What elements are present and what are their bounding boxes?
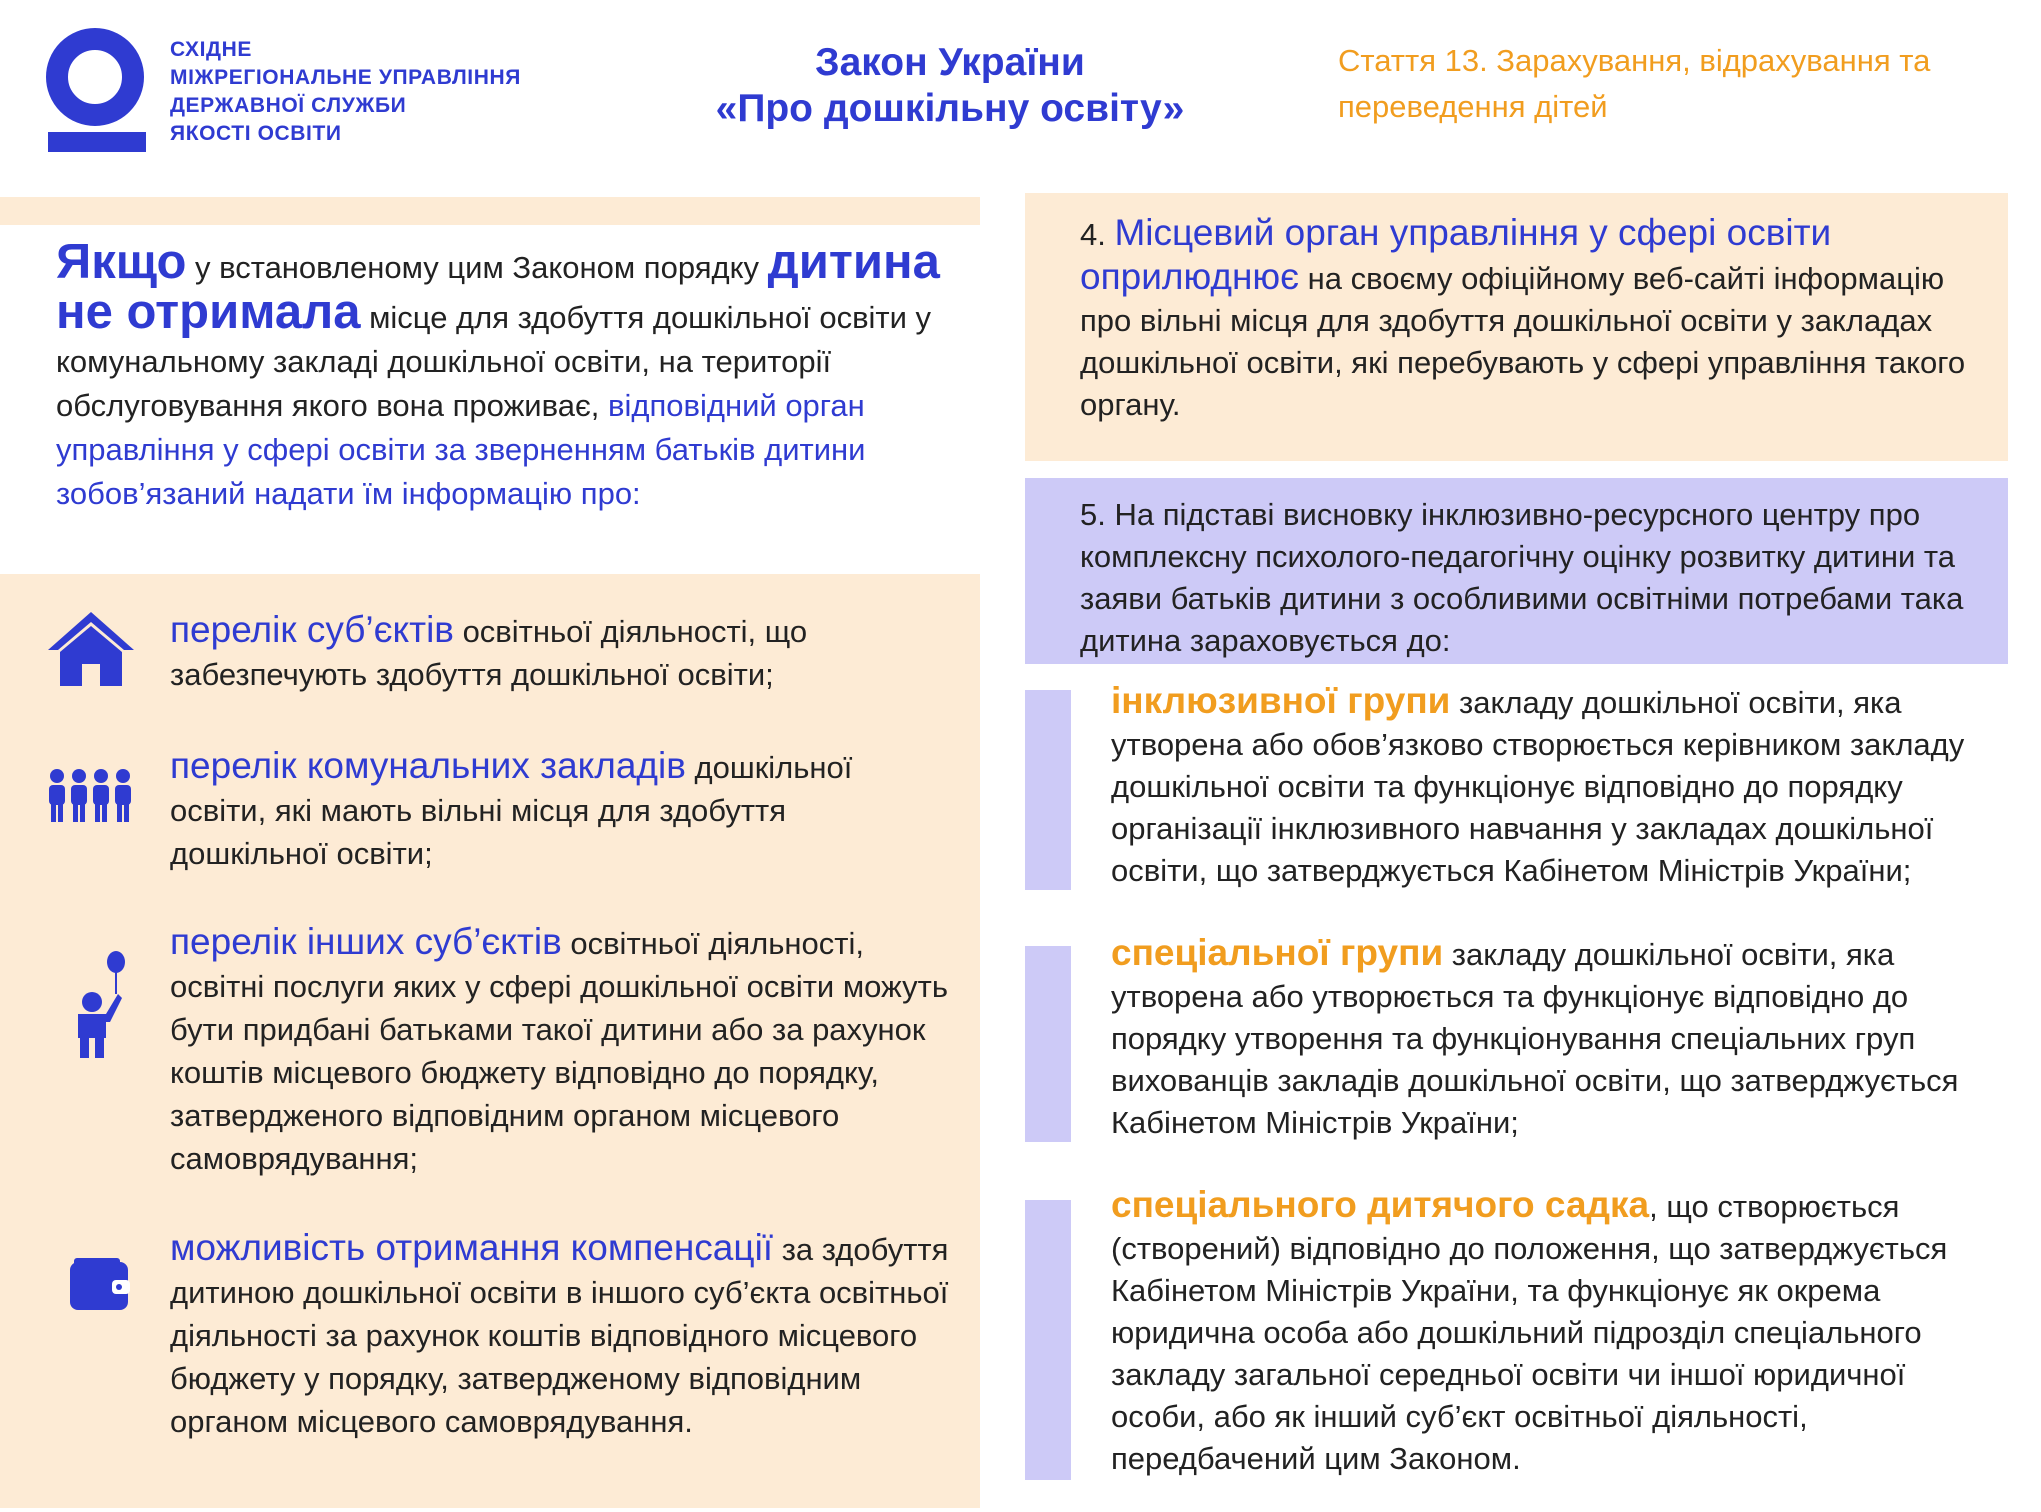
list-item-heading: перелік суб’єктів bbox=[170, 609, 454, 650]
house-icon bbox=[46, 608, 136, 693]
list-item bbox=[170, 1226, 950, 1443]
sub-item-bar bbox=[1025, 946, 1071, 1142]
org-line: ДЕРЖАВНОЇ СЛУЖБИ bbox=[170, 94, 407, 117]
list-item bbox=[170, 744, 950, 875]
sub-item-heading: інклюзивної групи bbox=[1111, 680, 1451, 721]
children-group-icon bbox=[46, 768, 136, 829]
org-line: СХІДНЕ bbox=[170, 38, 252, 61]
list-item-heading: перелік комунальних закладів bbox=[170, 745, 686, 786]
law-title bbox=[650, 40, 1250, 132]
sub-item bbox=[1111, 680, 2001, 892]
list-item-text: дошкільної освіти, які мають вільні місця для здобуття дошкільної освіти; bbox=[170, 750, 853, 871]
intro-text: у встановленому цим Законом порядку bbox=[186, 250, 768, 285]
sub-item bbox=[1111, 1184, 2001, 1480]
list-item bbox=[170, 920, 950, 1180]
sub-item-text: , що створюється (створений) відповідно до положення, що затверджується Кабінетом Міністрів України, та функціонує як окрема юридична особа або дошкільний підрозділ спеціального закладу загальної середньої освіти чи іншої юридичної особи, або як інший суб’єкт освітньої діяльності, передбачений цим Законом. bbox=[1111, 1189, 1948, 1476]
law-title-line-2: «Про дошкільну освіту» bbox=[715, 87, 1185, 130]
organization-name bbox=[170, 36, 590, 148]
sub-item-heading: спеціальної групи bbox=[1111, 932, 1444, 973]
sub-item-heading: спеціального дитячого садка bbox=[1111, 1184, 1650, 1225]
sub-item-text: закладу дошкільної освіти, яка утворена або обов’язково створюється керівником закладу дошкільної освіти та функціонує відповідно до порядку організації інклюзивного навчання у закладах дошкільної освіти, що затверджується Кабінетом Міністрів України; bbox=[1111, 685, 1965, 888]
paragraph-4 bbox=[1080, 212, 1998, 426]
org-line: ЯКОСТІ ОСВІТИ bbox=[170, 122, 342, 145]
intro-text: місце для здобуття дошкільної освіти у комунальному закладі дошкільної освіти, на території обслуговування якого вона проживає, bbox=[56, 300, 932, 423]
wallet-icon bbox=[68, 1256, 132, 1317]
organization-logo bbox=[46, 24, 150, 156]
list-item-text: за здобуття дитиною дошкільної освіти в іншого суб’єкта освітньої діяльності за рахунок коштів відповідного місцевого бюджету у порядку, затвердженому відповідним органом місцевого самоврядування. bbox=[170, 1232, 949, 1439]
paragraph-4-text: на своєму офіційному веб-сайті інформацію про вільні місця для здобуття дошкільної освіти у закладах дошкільної освіти, які перебувають у сфері управління такого органу. bbox=[1080, 261, 1966, 422]
paragraph-number: 4. bbox=[1080, 217, 1115, 252]
paragraph-4-heading: Місцевий орган управління у сфері освіти bbox=[1114, 212, 1832, 253]
list-item bbox=[170, 608, 950, 696]
paragraph-5: 5. На підставі висновку інклюзивно-ресурсного центру про комплексну психолого-педагогічну оцінку розвитку дитини та заяви батьків дитини з особливими освітніми потребами така дитина зараховується до: bbox=[1080, 497, 1964, 658]
top-peach-strip bbox=[0, 197, 980, 225]
sub-item bbox=[1111, 932, 2001, 1144]
list-item-heading: можливість отримання компенсації bbox=[170, 1227, 774, 1268]
paragraph-4-verb: оприлюднює bbox=[1080, 256, 1300, 297]
sub-item-text: закладу дошкільної освіти, яка утворена або утворюється та функціонує відповідно до порядку утворення та функціонування спеціальних груп вихованців закладів дошкільної освіти, що затверджується Кабінетом Міністрів України; bbox=[1111, 937, 1959, 1140]
child-balloon-icon bbox=[70, 950, 130, 1065]
list-item-text: освітньої діяльності, що забезпечують здобуття дошкільної освіти; bbox=[170, 614, 808, 692]
article-title: Стаття 13. Зарахування, відрахування та переведення дітей bbox=[1338, 43, 1931, 124]
intro-paragraph bbox=[56, 235, 966, 516]
org-line: МІЖРЕГІОНАЛЬНЕ УПРАВЛІННЯ bbox=[170, 66, 521, 89]
sub-item-bar bbox=[1025, 1200, 1071, 1480]
law-title-line-1: Закон України bbox=[815, 41, 1085, 84]
sub-item-bar bbox=[1025, 690, 1071, 890]
intro-highlight: відповідний орган управління у сфері освіти за зверненням батьків дитини зобов’язаний надати їм інформацію про: bbox=[56, 388, 866, 511]
list-item-heading: перелік інших суб’єктів bbox=[170, 921, 562, 962]
intro-keyword: Якщо bbox=[56, 235, 187, 289]
list-item-text: освітньої діяльності, освітні послуги яких у сфері дошкільної освіти можуть бути придбані батьками такої дитини або за рахунок коштів місцевого бюджету відповідно до порядку, затвердженого відповідним органом місцевого самоврядування; bbox=[170, 926, 948, 1176]
intro-keyword: дитина не отримала bbox=[56, 235, 940, 339]
